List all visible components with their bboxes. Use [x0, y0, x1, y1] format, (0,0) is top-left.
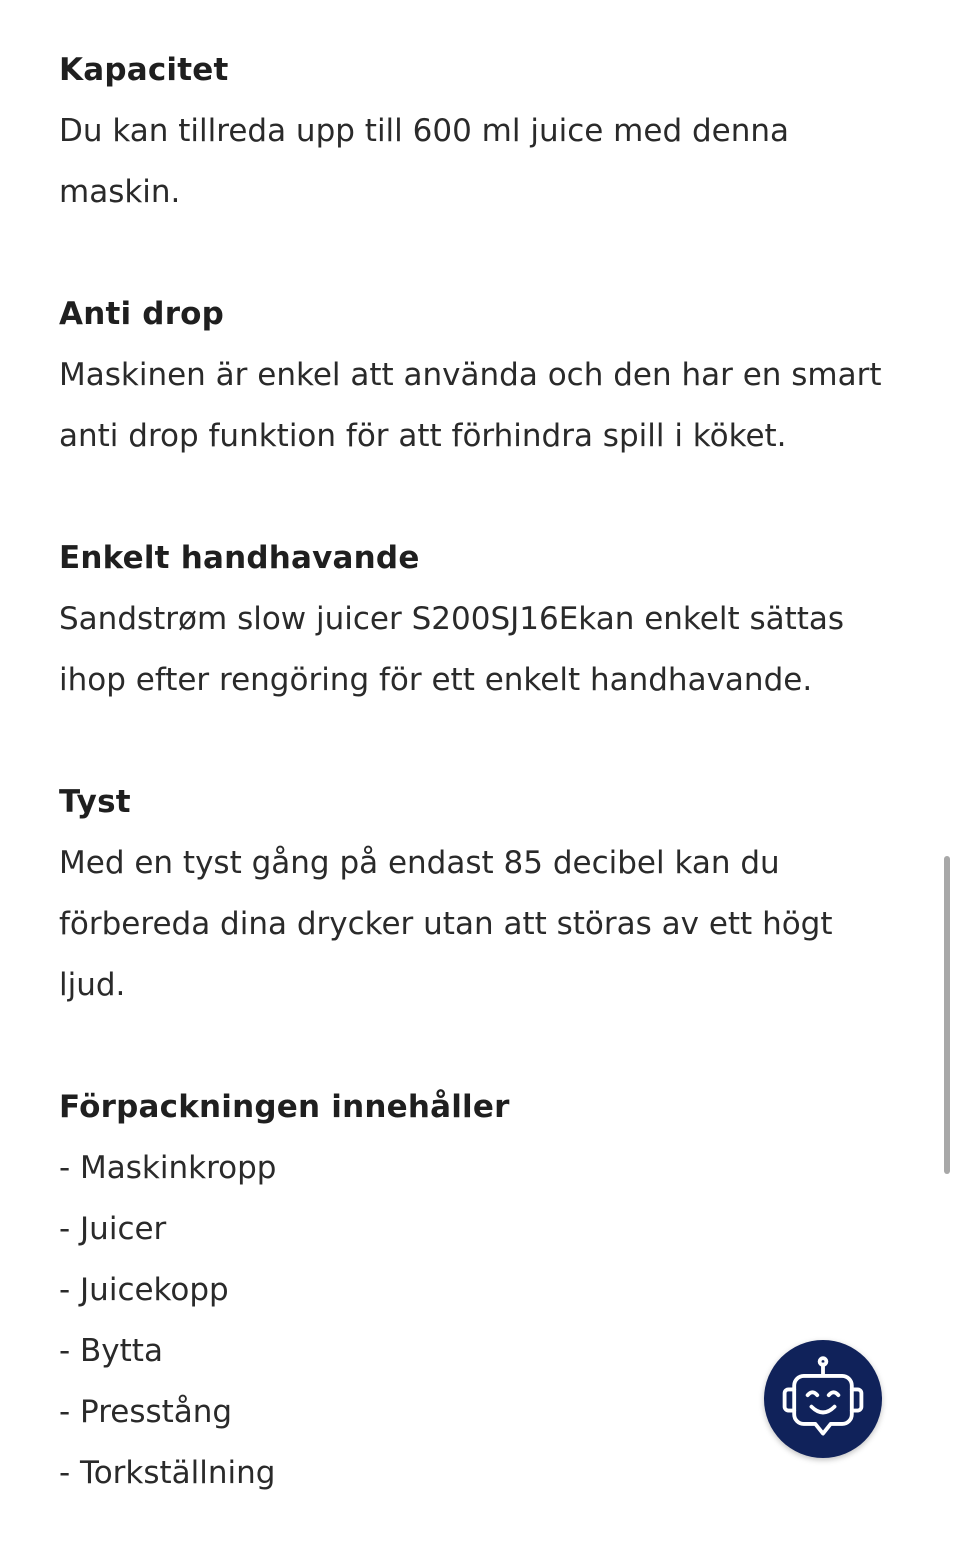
robot-chat-icon	[775, 1351, 871, 1447]
section-text-line: ihop efter rengöring för ett enkelt handhavande.	[59, 662, 813, 698]
section-text-line: ljud.	[59, 967, 126, 1003]
section-kapacitet	[59, 40, 919, 223]
product-description	[59, 40, 919, 1565]
section-text-line: Du kan tillreda upp till 600 ml juice med denna	[59, 113, 790, 149]
section-text-line: Med en tyst gång på endast 85 decibel kan du	[59, 845, 780, 881]
package-list	[59, 1138, 919, 1504]
scrollbar-thumb[interactable]	[944, 856, 950, 1174]
section-title: Tyst	[59, 784, 131, 820]
section-title: Anti drop	[59, 296, 225, 332]
list-item: - Bytta	[59, 1333, 163, 1369]
section-tyst	[59, 772, 919, 1016]
section-title: Förpackningen innehåller	[59, 1089, 510, 1125]
section-text-line: Maskinen är enkel att använda och den har en smart	[59, 357, 882, 393]
section-text-line: maskin.	[59, 174, 181, 210]
list-item: - Torkställning	[59, 1455, 276, 1491]
section-text-line: förbereda dina drycker utan att störas av ett högt	[59, 906, 833, 942]
section-text-line: Sandstrøm slow juicer S200SJ16Ekan enkelt sättas	[59, 601, 845, 637]
list-item: - Maskinkropp	[59, 1150, 277, 1186]
section-text-line: anti drop funktion för att förhindra spill i köket.	[59, 418, 787, 454]
list-item: - Presstång	[59, 1394, 233, 1430]
section-anti-drop	[59, 284, 919, 467]
chat-bot-button[interactable]	[764, 1340, 882, 1458]
section-enkelt-handhavande	[59, 528, 919, 711]
section-title: Enkelt handhavande	[59, 540, 420, 576]
list-item: - Juicer	[59, 1211, 167, 1247]
list-item: - Juicekopp	[59, 1272, 229, 1308]
section-title: Kapacitet	[59, 52, 229, 88]
